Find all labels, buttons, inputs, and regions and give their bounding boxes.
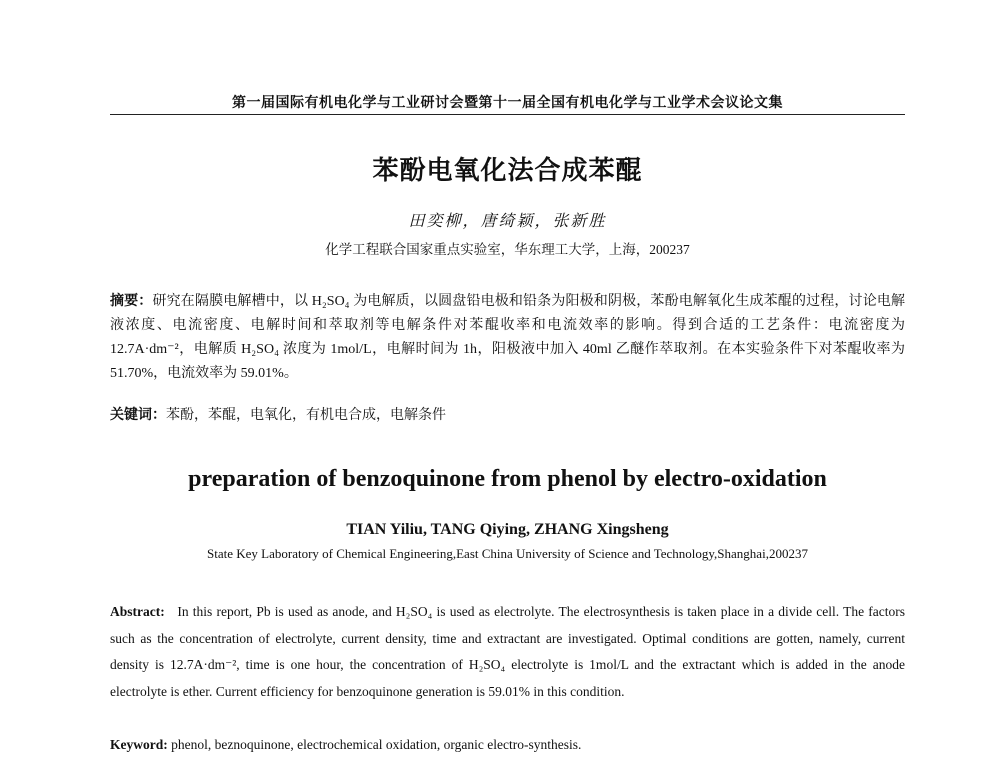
chinese-keywords-text: 苯酚，苯醌，电氧化，有机电合成，电解条件	[166, 408, 446, 423]
header-rule	[110, 114, 905, 115]
chinese-keywords	[110, 404, 905, 428]
english-abstract-label: Abstract:	[110, 604, 165, 619]
english-affiliation: State Key Laboratory of Chemical Engineering,East China University of Science and Technology,Shanghai,200237	[207, 546, 808, 561]
chinese-authors: 田奕柳，唐绮颖，张新胜	[408, 213, 607, 230]
english-authors: TIAN Yiliu, TANG Qiying, ZHANG Xingsheng	[346, 521, 669, 538]
chinese-keywords-label: 关键词：	[110, 408, 166, 423]
english-title: preparation of benzoquinone from phenol by electro-oxidation	[188, 466, 827, 492]
chinese-abstract	[110, 290, 905, 386]
chinese-abstract-text: 研究在隔膜电解槽中，以 H₂SO₄ 为电解质，以圆盘铅电极和铅条为阳极和阴极，苯酚电解氧化生成苯醌的过程，讨论电解液浓度、电流密度、电解时间和萃取剂等电解条件对苯醌收率和电流效率的影响。得到合适的工艺条件：电流密度为 12.7A·dm⁻²，电解质 H₂SO₄ 浓度为 1mol/L，电解时间为 1h，阳极液中加入 40ml 乙醚作萃取剂。在本实验条件下对苯醌收率为 51.70%，电流效率为 59.01%。	[110, 294, 906, 381]
english-abstract	[110, 599, 905, 705]
running-header: 第一届国际有机电化学与工业研讨会暨第十一届全国有机电化学与工业学术会议论文集	[232, 96, 783, 111]
chinese-title: 苯酚电氧化法合成苯醌	[372, 156, 643, 185]
chinese-abstract-label: 摘要：	[110, 294, 153, 309]
english-abstract-text: In this report, Pb is used as anode, and H₂SO₄ is used as electrolyte. The electrosynthesis is taken place in a divide cell. The factors such as the concentration of electrolyte, current density, time and extractant are investigated. Optimal conditions are gotten, namely, current density is 12.7A·dm⁻², time is one hour, the concentration of H₂SO₄ electrolyte is 1mol/L and the extractant which is added in the anode electrolyte is ether. Current efficiency for benzoquinone generation is 59.01% in this condition.	[110, 604, 906, 699]
english-keywords-text: phenol, beznoquinone, electrochemical oxidation, organic electro-synthesis.	[171, 737, 582, 752]
english-keywords	[110, 735, 905, 755]
english-keywords-label: Keyword:	[110, 737, 168, 752]
chinese-affiliation: 化学工程联合国家重点实验室，华东理工大学，上海，200237	[325, 242, 690, 257]
